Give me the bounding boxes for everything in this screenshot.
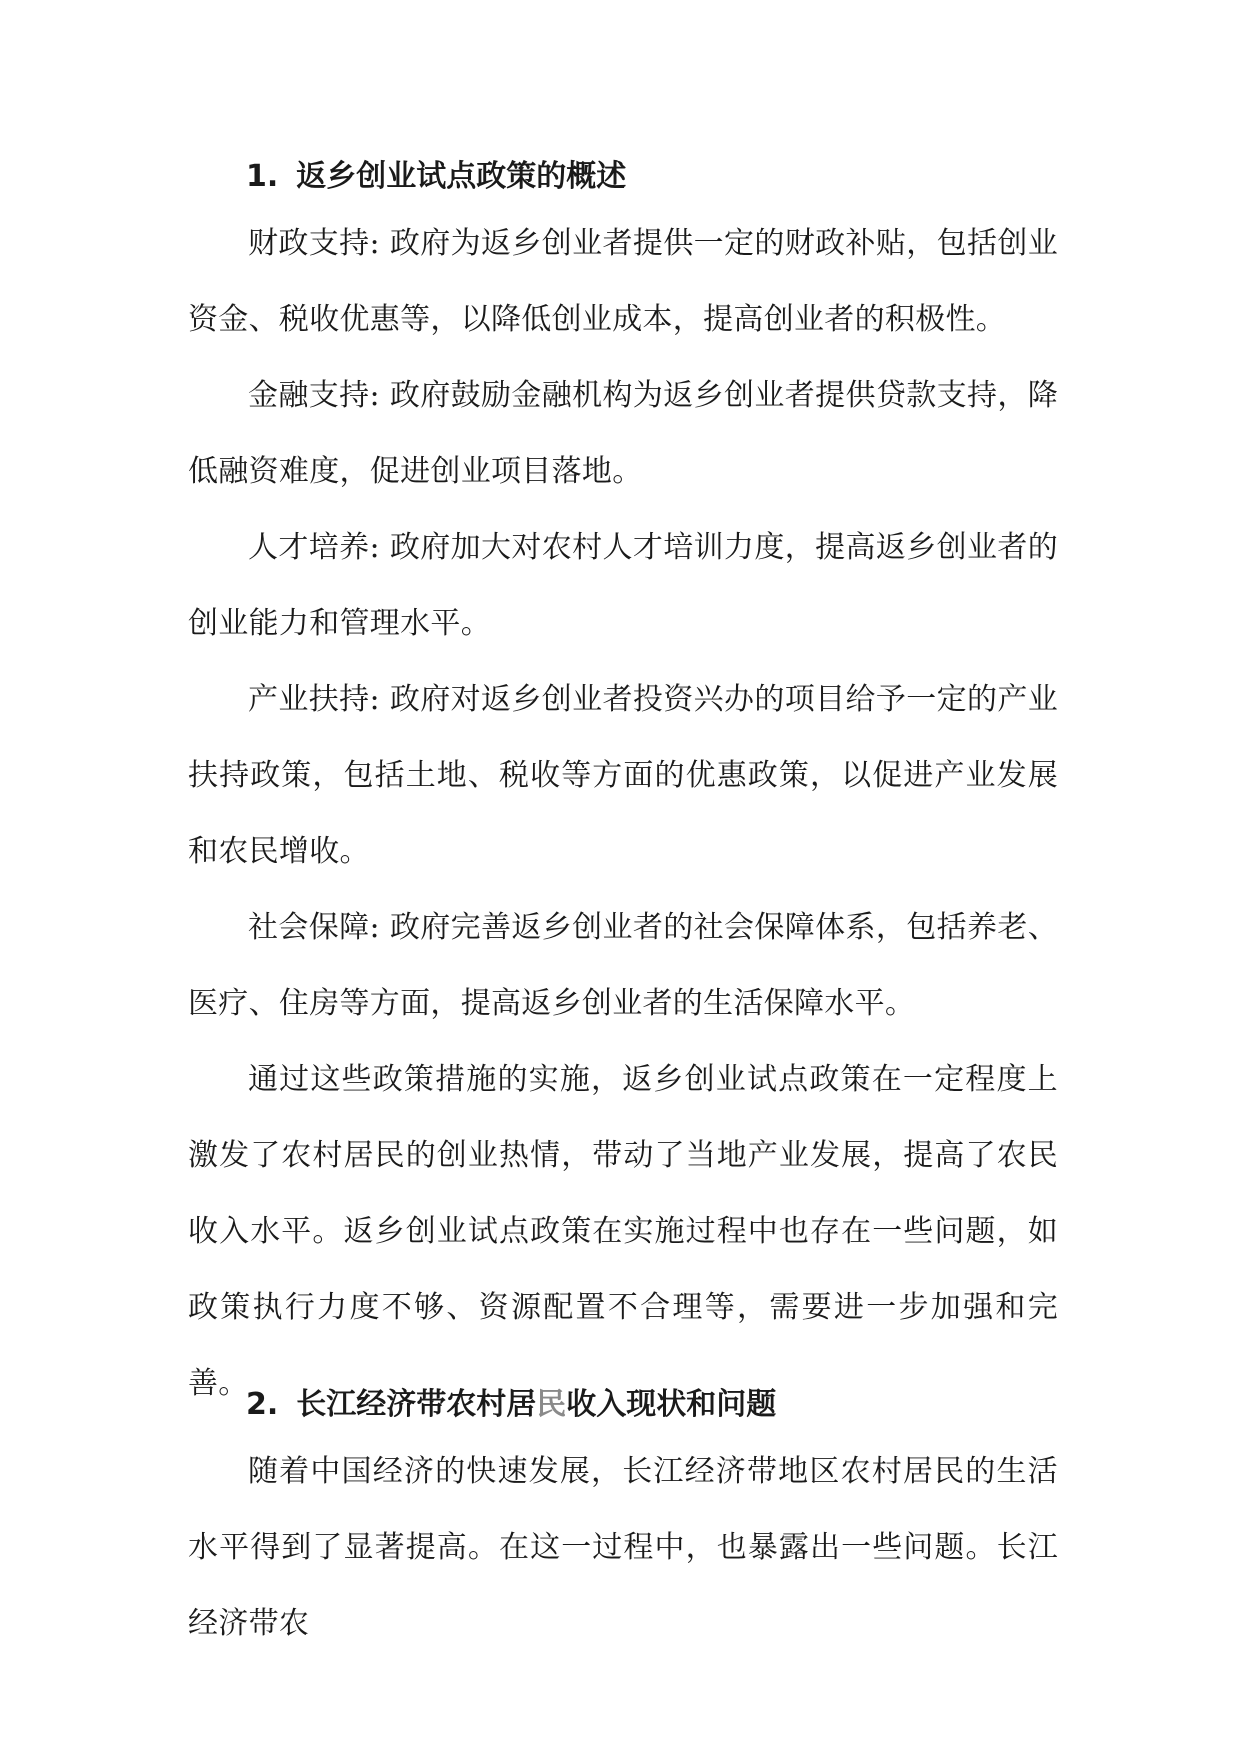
paragraph-talent-training: 人才培养: 政府加大对农村人才培训力度，提高返乡创业者的创业能力和管理水平。 <box>188 530 1058 641</box>
section-1-title: 返乡创业试点政策的概述 <box>296 159 627 194</box>
section-2-title-highlight: 民 <box>536 1387 567 1422</box>
section-2-title-part1: 长江经济带农村居 <box>296 1387 537 1422</box>
paragraph-section-2-intro: 随着中国经济的快速发展，长江经济带地区农村居民的生活水平得到了显著提高。在这一过程中，也暴露出一些问题。长江经济带农 <box>188 1454 1058 1641</box>
section-1-heading <box>246 157 626 197</box>
paragraph-financial-support: 金融支持: 政府鼓励金融机构为返乡创业者提供贷款支持，降低融资难度，促进创业项目落地。 <box>188 378 1058 489</box>
section-2-title-part2: 收入现状和问题 <box>566 1387 777 1422</box>
paragraph-industry-support: 产业扶持: 政府对返乡创业者投资兴办的项目给予一定的产业扶持政策，包括土地、税收等方面的优惠政策，以促进产业发展和农民增收。 <box>188 682 1058 869</box>
section-2-number: 2. <box>246 1387 279 1422</box>
section-2-heading <box>246 1385 776 1425</box>
section-1-number: 1. <box>246 159 279 194</box>
paragraph-social-security: 社会保障: 政府完善返乡创业者的社会保障体系，包括养老、医疗、住房等方面，提高返乡创业者的生活保障水平。 <box>188 910 1058 1021</box>
paragraph-fiscal-support: 财政支持: 政府为返乡创业者提供一定的财政补贴，包括创业资金、税收优惠等，以降低创业成本，提高创业者的积极性。 <box>188 226 1058 337</box>
paragraph-summary: 通过这些政策措施的实施，返乡创业试点政策在一定程度上激发了农村居民的创业热情，带动了当地产业发展，提高了农民收入水平。返乡创业试点政策在实施过程中也存在一些问题，如政策执行力度不够、资源配置不合理等，需要进一步加强和完善。 <box>188 1062 1058 1401</box>
